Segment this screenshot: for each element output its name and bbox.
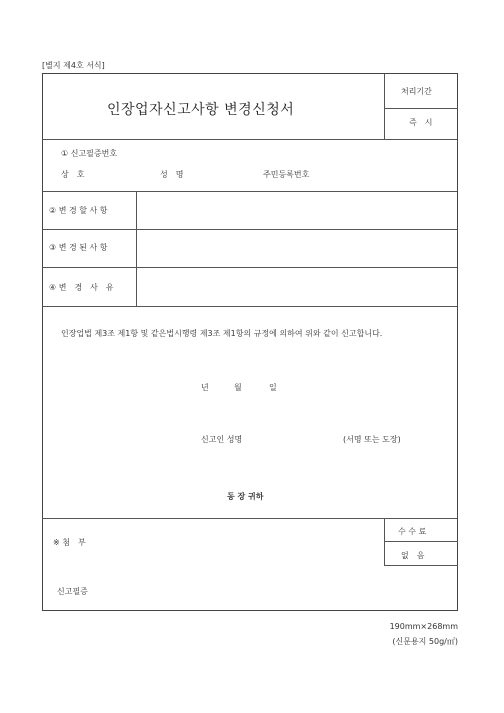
applicant-name-label: 신고인 성명 [201, 435, 243, 444]
processing-value: 즉 시 [409, 118, 433, 127]
field-name: 성 명 [160, 170, 184, 179]
signature-note: (서명 또는 도장) [343, 435, 401, 444]
date-day: 일 [269, 383, 277, 392]
fee-value: 없 음 [401, 551, 425, 560]
field-resident-number: 주민등록번호 [263, 170, 310, 179]
registration-number-label: ① 신고필증번호 [61, 149, 118, 158]
date-year: 년 [201, 383, 209, 392]
change-reason-label: ④ 변 경 사 유 [49, 283, 114, 292]
statement-text: 인장업법 제3조 제1항 및 같은법시행령 제3조 제1항의 규정에 의하여 위와 같이 신고합니다. [61, 329, 383, 338]
form-title: 인장업자신고사항 변경신청서 [107, 102, 295, 118]
changed-item-label: ③ 변 경 된 사 항 [49, 243, 108, 252]
recipient: 동 장 귀하 [227, 492, 264, 501]
processing-label: 처리기간 [401, 87, 432, 96]
paper-size: 190mm×268mm [389, 622, 458, 631]
fee-label: 수 수 료 [398, 527, 427, 536]
paper-spec: (신문용지 50g/㎡) [392, 637, 458, 646]
field-trade-name: 상 호 [61, 170, 85, 179]
form-label: [별지 제4호 서식] [42, 61, 105, 70]
attachment-label: ※ 첨 부 [53, 538, 86, 547]
date-month: 월 [234, 383, 242, 392]
application-form [42, 73, 458, 611]
attachment-item: 신고필증 [57, 587, 88, 596]
change-to-be-made-label: ② 변 경 할 사 항 [49, 206, 108, 215]
